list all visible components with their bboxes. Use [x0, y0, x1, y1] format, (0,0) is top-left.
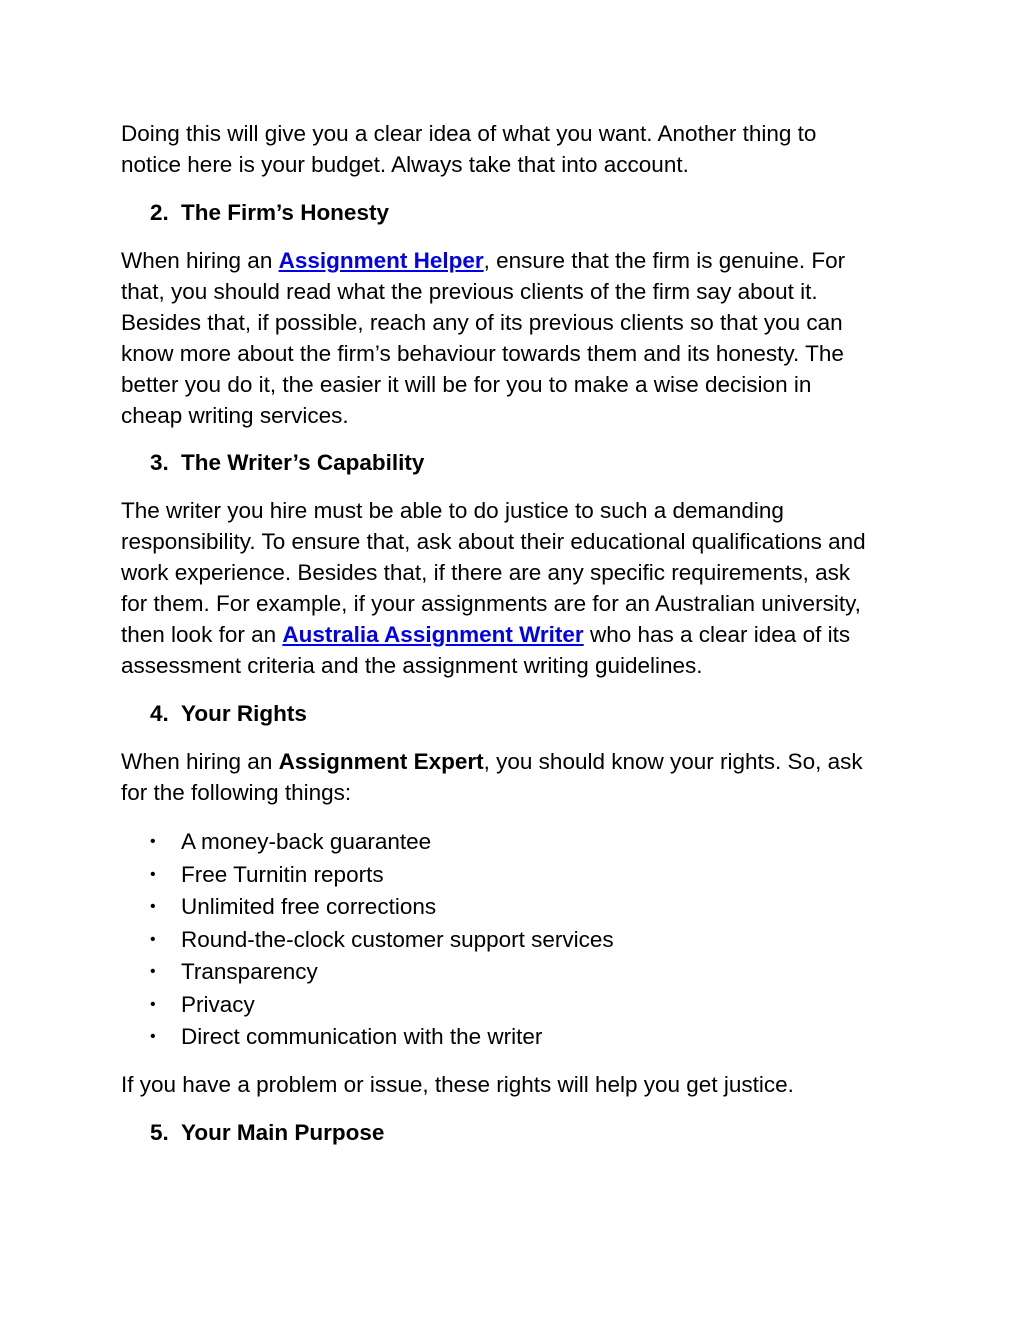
bullet-icon: • [150, 995, 156, 1013]
australia-assignment-writer-link[interactable]: Australia Assignment Writer [282, 622, 584, 647]
section-3-number: 3. [150, 450, 169, 475]
list-item [150, 891, 436, 924]
section-5-heading [150, 1117, 384, 1148]
section-5-number: 5. [150, 1120, 169, 1145]
section-3-title: The Writer’s Capability [181, 450, 425, 475]
list-item-text: Direct communication with the writer [181, 1024, 543, 1049]
bullet-icon: • [150, 897, 156, 915]
assignment-helper-link[interactable]: Assignment Helper [278, 248, 484, 273]
bullet-icon: • [150, 962, 156, 980]
section-5-title: Your Main Purpose [181, 1120, 385, 1145]
section-2-line-5: better you do it, the easier it will be for you to make a wise decision in [121, 372, 812, 397]
section-4-line-1 [121, 746, 863, 777]
section-2-line-1 [121, 245, 845, 276]
list-item [150, 859, 384, 892]
section-3-text: then look for an [121, 622, 283, 647]
list-item [150, 924, 614, 957]
intro-line-2: notice here is your budget. Always take that into account. [121, 152, 689, 177]
list-item-text: Unlimited free corrections [181, 894, 437, 919]
bullet-icon: • [150, 930, 156, 948]
section-3-line-5 [121, 619, 850, 650]
intro-line-1: Doing this will give you a clear idea of what you want. Another thing to [121, 121, 817, 146]
section-2-title: The Firm’s Honesty [181, 200, 389, 225]
section-3-line-1: The writer you hire must be able to do justice to such a demanding [121, 498, 784, 523]
section-2-line-2: that, you should read what the previous clients of the firm say about it. [121, 279, 818, 304]
section-4-number: 4. [150, 701, 169, 726]
list-item-text: A money-back guarantee [181, 829, 432, 854]
section-4-title: Your Rights [181, 701, 307, 726]
section-3-line-4: for them. For example, if your assignments are for an Australian university, [121, 591, 861, 616]
section-4-text: , you should know your rights. So, ask [483, 749, 863, 774]
list-item-text: Free Turnitin reports [181, 862, 384, 887]
section-4-heading [150, 698, 307, 729]
section-4-text: When hiring an [121, 749, 279, 774]
bullet-icon: • [150, 832, 156, 850]
section-4-closing: If you have a problem or issue, these rights will help you get justice. [121, 1072, 794, 1097]
list-item-text: Privacy [181, 992, 255, 1017]
list-item-text: Round-the-clock customer support services [181, 927, 614, 952]
section-2-text: , ensure that the firm is genuine. For [483, 248, 846, 273]
section-3-text: who has a clear idea of its [583, 622, 851, 647]
section-3-line-3: work experience. Besides that, if there are any specific requirements, ask [121, 560, 851, 585]
list-item [150, 1021, 542, 1054]
list-item [150, 956, 318, 989]
assignment-expert-bold: Assignment Expert [278, 749, 484, 774]
section-4-line-2: for the following things: [121, 780, 352, 805]
section-2-heading [150, 197, 389, 228]
bullet-icon: • [150, 865, 156, 883]
section-2-line-4: know more about the firm’s behaviour towards them and its honesty. The [121, 341, 844, 366]
section-3-line-6: assessment criteria and the assignment writing guidelines. [121, 653, 703, 678]
section-2-text: When hiring an [121, 248, 279, 273]
section-2-line-6: cheap writing services. [121, 403, 349, 428]
bullet-icon: • [150, 1027, 156, 1045]
section-3-line-2: responsibility. To ensure that, ask about their educational qualifications and [121, 529, 866, 554]
list-item [150, 826, 431, 859]
section-3-heading [150, 447, 424, 478]
list-item [150, 989, 255, 1022]
section-2-number: 2. [150, 200, 169, 225]
list-item-text: Transparency [181, 959, 318, 984]
section-2-line-3: Besides that, if possible, reach any of its previous clients so that you can [121, 310, 843, 335]
